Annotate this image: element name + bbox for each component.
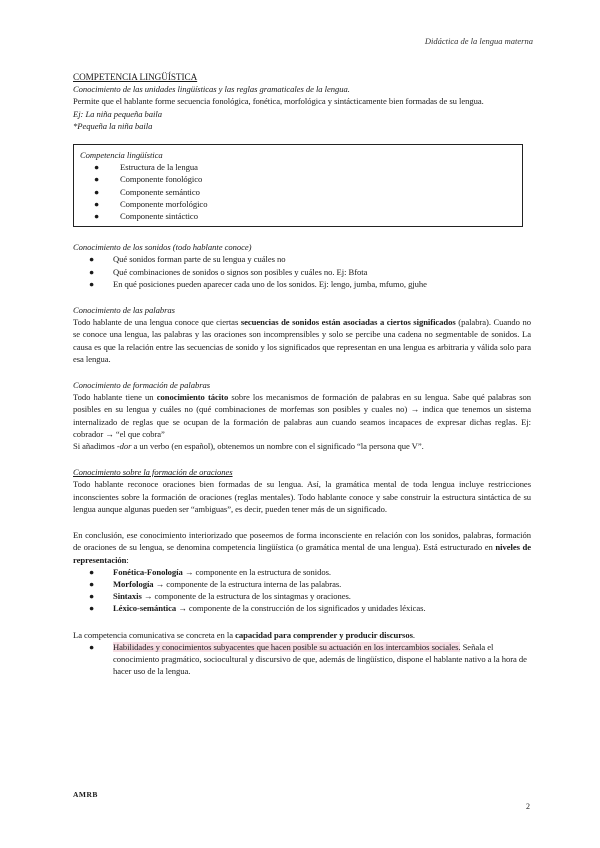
bullet-icon: ● — [94, 186, 100, 197]
list-item: ● Sintaxis → componente de la estructura de los sintagmas y oraciones. — [89, 591, 351, 602]
example-1: Ej: La niña pequeña baila — [73, 108, 162, 119]
list-item: ● Fonética-Fonología → componente en la estructura de sonidos. — [89, 566, 332, 577]
section-title: COMPETENCIA LINGÜÍSTICA — [73, 72, 198, 82]
box-heading: Competencia lingüística — [80, 150, 163, 161]
bullet-icon: ● — [94, 174, 100, 185]
bullet-icon: ● — [89, 603, 95, 614]
list-item: ● Componente sintáctico — [94, 211, 198, 222]
bullet-icon: ● — [94, 162, 100, 173]
list-item: ● Componente fonológico — [94, 174, 203, 185]
sentences-heading: Conocimiento sobre la formación de oraciones — [73, 467, 233, 478]
sentences-paragraph: Todo hablante reconoce oraciones bien formadas de su lengua. Así, la gramática mental de toda lengua incluye restricciones inconscientes sobre la formación de oraciones (reglas mentales). Todo hablante conoce y sabe construir la estructura sintáctica de su lengua aunque algunas pueden ser “ambiguas”, es decir, pueden tener más de un significado. — [73, 479, 531, 514]
footer-author: AMRB — [73, 790, 98, 799]
list-item: ● Habilidades y conocimientos subyacentes que hacen posible su actuación en los intercambios sociales. Señala el conocimiento pragmático, sociocultural y discursivo de que, además de lingüístico, dispone el hablante nativo a la hora de hacer uso de la lengua. — [89, 641, 527, 677]
communicative-list — [73, 641, 531, 678]
bullet-icon: ● — [89, 278, 95, 289]
section-subtitle: Conocimiento de las unidades lingüísticas y las reglas gramaticales de la lengua. — [73, 84, 350, 95]
sounds-list — [73, 253, 531, 290]
example-2: *Pequeña la niña baila — [73, 120, 153, 131]
list-item: ● Qué combinaciones de sonidos o signos son posibles y cuáles no. Ej: Bfota — [89, 266, 368, 277]
communicative-paragraph: La competencia comunicativa se concreta en la capacidad para comprender y producir discursos. — [73, 629, 415, 640]
content — [73, 71, 531, 677]
bullet-icon: ● — [89, 566, 95, 577]
words-heading: Conocimiento de las palabras — [73, 305, 175, 316]
list-item: ● Morfología → componente de la estructura interna de las palabras. — [89, 578, 342, 589]
list-item: ● Qué sonidos forman parte de su lengua y cuáles no — [89, 254, 286, 265]
bullet-icon: ● — [94, 211, 100, 222]
formation-paragraph: Todo hablante tiene un conocimiento tácito sobre los mecanismos de formación de palabras en su lengua. Sabe qué palabras son posibles en su lengua y cuáles no (qué combinaciones de morfemas son posibles y cuales no) → indica que tenemos un sistema internalizado de reglas que se ocupan de la formación de palabras aun cuando seamos incapaces de expresar dichas reglas. Ej: cobrador → “el que cobra” — [73, 392, 532, 439]
formation-heading: Conocimiento de formación de palabras — [73, 380, 211, 391]
bullet-icon: ● — [89, 591, 95, 602]
highlighted-text: Habilidades y conocimientos subyacentes que hacen posible su actuación en los intercambios sociales. — [113, 641, 461, 652]
bullet-icon: ● — [94, 198, 100, 209]
list-item: ● Léxico-semántica → componente de la construcción de los significados y unidades léxicas. — [89, 603, 426, 614]
page-number: 2 — [526, 802, 530, 811]
bullet-icon: ● — [89, 641, 95, 652]
bullet-icon: ● — [89, 254, 95, 265]
list-item: ● Componente semántico — [94, 186, 200, 197]
list-item: ● En qué posiciones pueden aparecer cada uno de los sonidos. Ej: lengo, jumba, mfumo, gjuhe — [89, 278, 427, 289]
bullet-icon: ● — [89, 266, 95, 277]
words-paragraph: Todo hablante de una lengua conoce que ciertas secuencias de sonidos están asociadas a ciertos significados (palabra). Cuando no se conoce una lengua, las palabras y las oraciones son incomprensibles y solo se percibe una cadena no segmentable de sonidos. La causa es que la relación entre las secuencias de sonido y los significados que representan en una lengua es arbitraria y válida solo para esa lengua. — [73, 317, 531, 364]
competence-box — [73, 144, 523, 227]
bullet-icon: ● — [89, 578, 95, 589]
list-item: ● Componente morfológico — [94, 198, 208, 209]
conclusion-paragraph: En conclusión, ese conocimiento interiorizado que poseemos de forma inconsciente en relación con los sonidos, palabras, formación de oraciones de su lengua, se denomina competencia lingüística (o gramática mental de una lengua). Está estructurado en niveles de representación: — [73, 530, 531, 565]
formation-paragraph-2: Si añadimos -dor a un verbo (en español), obtenemos un nombre con el significado “la persona que V”. — [73, 441, 424, 452]
running-header: Didáctica de la lengua materna — [424, 36, 533, 46]
levels-list — [73, 566, 531, 615]
intro-paragraph: Permite que el hablante forme secuencia fonológica, fonética, morfológica y sintácticamente bien formadas de su lengua. — [73, 96, 484, 107]
box-list — [80, 161, 516, 222]
sounds-heading: Conocimiento de los sonidos (todo hablante conoce) — [73, 242, 252, 253]
list-item: ● Estructura de la lengua — [94, 162, 198, 173]
